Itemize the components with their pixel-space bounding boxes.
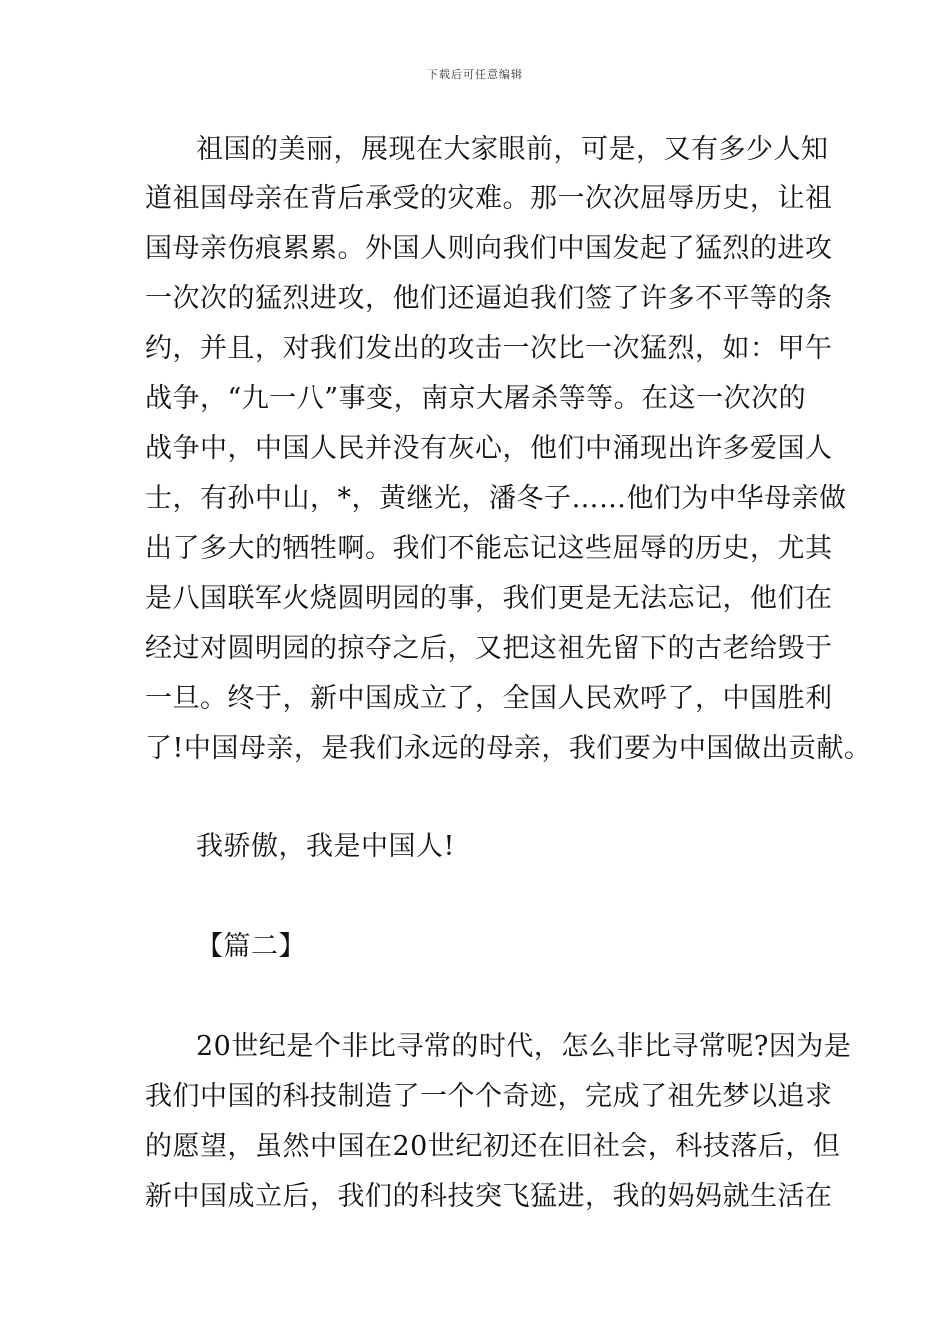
paragraph-line: 道祖国母亲在背后承受的灾难。那一次次屈辱历史，让祖 xyxy=(145,183,833,214)
paragraph-2: 我骄傲，我是中国人! xyxy=(196,831,455,862)
paragraph-line: 约，并且，对我们发出的攻击一次比一次猛烈，如：甲午 xyxy=(145,333,833,364)
paragraph-line: 新中国成立后，我们的科技突飞猛进，我的妈妈就生活在 xyxy=(145,1181,833,1212)
download-note: 下载后可任意编辑 xyxy=(427,68,523,81)
paragraph-line: 的愿望，虽然中国在20世纪初还在旧社会，科技落后，但 xyxy=(145,1131,841,1162)
paragraph-line: 是八国联军火烧圆明园的事，我们更是无法忘记，他们在 xyxy=(145,583,833,614)
paragraph-line: 20世纪是个非比寻常的时代，怎么非比寻常呢?因为是 xyxy=(196,1031,852,1062)
paragraph-line: 士，有孙中山，*，黄继光，潘冬子……他们为中华母亲做 xyxy=(145,483,847,514)
paragraph-line: 一旦。终于，新中国成立了，全国人民欢呼了，中国胜利 xyxy=(145,683,833,714)
paragraph-line: 了!中国母亲，是我们永远的母亲，我们要为中国做出贡献。 xyxy=(145,733,872,764)
paragraph-line: 战争中，中国人民并没有灰心，他们中涌现出许多爱国人 xyxy=(145,433,833,464)
paragraph-line: 一次次的猛烈进攻，他们还逼迫我们签了许多不平等的条 xyxy=(145,283,833,314)
paragraph-line: 出了多大的牺牲啊。我们不能忘记这些屈辱的历史，尤其 xyxy=(145,533,833,564)
paragraph-line: 我们中国的科技制造了一个个奇迹，完成了祖先梦以追求 xyxy=(145,1081,833,1112)
paragraph-line: 经过对圆明园的掠夺之后，又把这祖先留下的古老给毁于 xyxy=(145,633,833,664)
paragraph-line: 战争，“九一八”事变，南京大屠杀等等。在这一次次的 xyxy=(145,383,807,414)
section-heading: 【篇二】 xyxy=(196,931,306,962)
paragraph-line: 祖国的美丽，展现在大家眼前，可是，又有多少人知 xyxy=(196,134,829,165)
paragraph-line: 国母亲伤痕累累。外国人则向我们中国发起了猛烈的进攻 xyxy=(145,233,833,264)
